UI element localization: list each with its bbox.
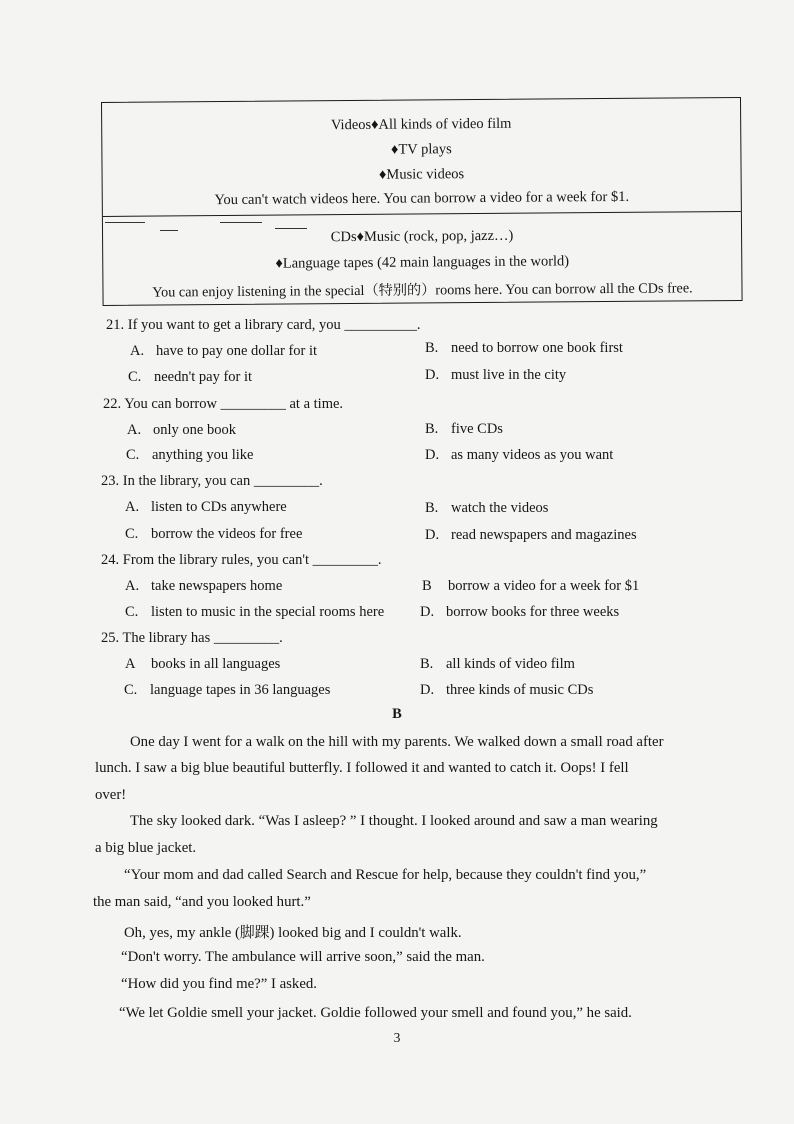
scan-mark [105, 222, 145, 223]
question-24-stem: 24. From the library rules, you can't _________. [101, 552, 382, 568]
videos-item-music-videos: ♦Music videos [378, 166, 465, 183]
table-divider [103, 211, 741, 217]
videos-title: Videos♦All kinds of video film [330, 115, 512, 134]
videos-item-tv-plays: ♦TV plays [390, 141, 452, 158]
page-number: 3 [393, 1030, 401, 1045]
q22-option-b: B. five CDs [425, 421, 503, 437]
q21-option-b: B. need to borrow one book first [425, 340, 623, 356]
q24-option-a: A. take newspapers home [125, 578, 283, 594]
passage-line: The sky looked dark. “Was I asleep? ” I thought. I looked around and saw a man wearing [130, 813, 658, 829]
q23-option-c: C. borrow the videos for free [125, 526, 303, 542]
q25-option-b: B. all kinds of video film [420, 656, 575, 672]
question-22-stem: 22. You can borrow _________ at a time. [103, 396, 344, 412]
passage-line: “We let Goldie smell your jacket. Goldie followed your smell and found you,” he said. [119, 1005, 632, 1021]
passage-line: the man said, “and you looked hurt.” [93, 894, 311, 910]
question-21-stem: 21. If you want to get a library card, you __________. [106, 317, 421, 333]
scan-mark [275, 228, 307, 229]
passage-line: a big blue jacket. [95, 840, 197, 856]
passage-line: over! [95, 787, 127, 803]
q25-option-a: A books in all languages [125, 656, 281, 672]
passage-line: Oh, yes, my ankle (脚踝) looked big and I couldn't walk. [124, 925, 462, 941]
question-25-stem: 25. The library has _________. [101, 630, 283, 646]
q21-option-c: C. needn't pay for it [128, 369, 253, 385]
q23-option-b: B. watch the videos [425, 500, 549, 516]
q21-option-a: A. have to pay one dollar for it [130, 343, 318, 359]
q23-option-a: A. listen to CDs anywhere [125, 499, 287, 515]
question-23-stem: 23. In the library, you can _________. [101, 473, 323, 489]
cds-item-language-tapes: ♦Language tapes (42 main languages in the world) [275, 253, 570, 272]
q25-option-c: C. language tapes in 36 languages [124, 682, 331, 698]
q24-option-d: D. borrow books for three weeks [420, 604, 620, 620]
passage-line: “Your mom and dad called Search and Rescue for help, because they couldn't find you,” [124, 867, 647, 883]
q25-option-d: D. three kinds of music CDs [420, 682, 594, 698]
videos-note: You can't watch videos here. You can borrow a video for a week for $1. [214, 188, 630, 209]
passage-line: “How did you find me?” I asked. [121, 976, 318, 992]
section-b-heading: B [392, 706, 402, 722]
passage-line: lunch. I saw a big blue beautiful butterfly. I followed it and wanted to catch it. Oops! I fell [95, 760, 629, 776]
q23-option-d: D. read newspapers and magazines [425, 527, 637, 543]
cds-note: You can enjoy listening in the special（特别的）rooms here. You can borrow all the CDs free. [152, 280, 693, 301]
q22-option-d: D. as many videos as you want [425, 447, 614, 463]
q21-option-d: D. must live in the city [425, 367, 567, 383]
scan-mark [160, 230, 178, 231]
scan-mark [220, 222, 262, 223]
q24-option-c: C. listen to music in the special rooms here [125, 604, 385, 620]
passage-line: One day I went for a walk on the hill with my parents. We walked down a small road after [130, 734, 664, 750]
q22-option-c: C. anything you like [126, 447, 254, 463]
library-rules-table [101, 97, 743, 306]
q24-option-b: B borrow a video for a week for $1 [422, 578, 640, 594]
q22-option-a: A. only one book [127, 422, 236, 438]
cds-title: CDs♦Music (rock, pop, jazz…) [330, 227, 514, 246]
passage-line: “Don't worry. The ambulance will arrive soon,” said the man. [121, 949, 485, 965]
